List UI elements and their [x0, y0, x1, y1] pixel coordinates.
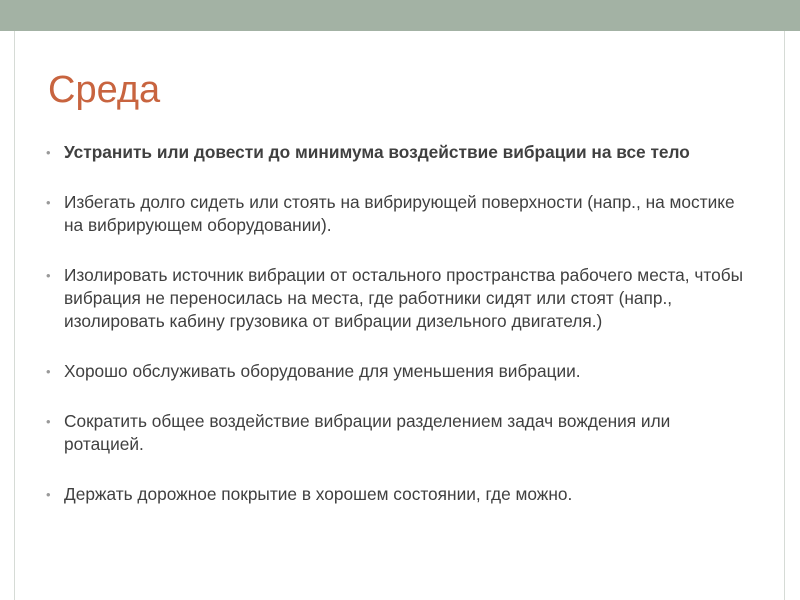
bullet-marker: • [46, 145, 51, 160]
bullet-text: Хорошо обслуживать оборудование для уменьшения вибрации. [64, 361, 581, 381]
bullet-item [46, 141, 746, 164]
bullet-item [46, 360, 746, 383]
bullet-text: Избегать долго сидеть или стоять на вибрирующей поверхности (напр., на мостике на вибрирующем оборудовании). [64, 192, 735, 235]
bullet-text: Изолировать источник вибрации от остального пространства рабочего места, чтобы вибрация не переносилась на места, где работники сидят или стоят (напр., изолировать кабину грузовика от вибрации дизельного двигателя.) [64, 265, 744, 331]
bullet-marker: • [46, 364, 51, 379]
bullet-marker: • [46, 268, 51, 283]
bullet-marker: • [46, 414, 51, 429]
bullet-marker: • [46, 195, 51, 210]
bullet-item [46, 410, 746, 456]
slide-top-bar [0, 0, 800, 31]
bullet-item [46, 264, 746, 333]
bullet-text: Устранить или довести до минимума воздействие вибрации на все тело [64, 142, 690, 162]
bullet-item [46, 483, 746, 506]
slide-title: Среда [48, 69, 161, 111]
bullet-text: Сократить общее воздействие вибрации разделением задач вождения или ротацией. [64, 411, 671, 454]
bullet-item [46, 191, 746, 237]
bullet-list [46, 141, 746, 533]
bullet-text: Держать дорожное покрытие в хорошем состоянии, где можно. [64, 484, 573, 504]
bullet-marker: • [46, 487, 51, 502]
